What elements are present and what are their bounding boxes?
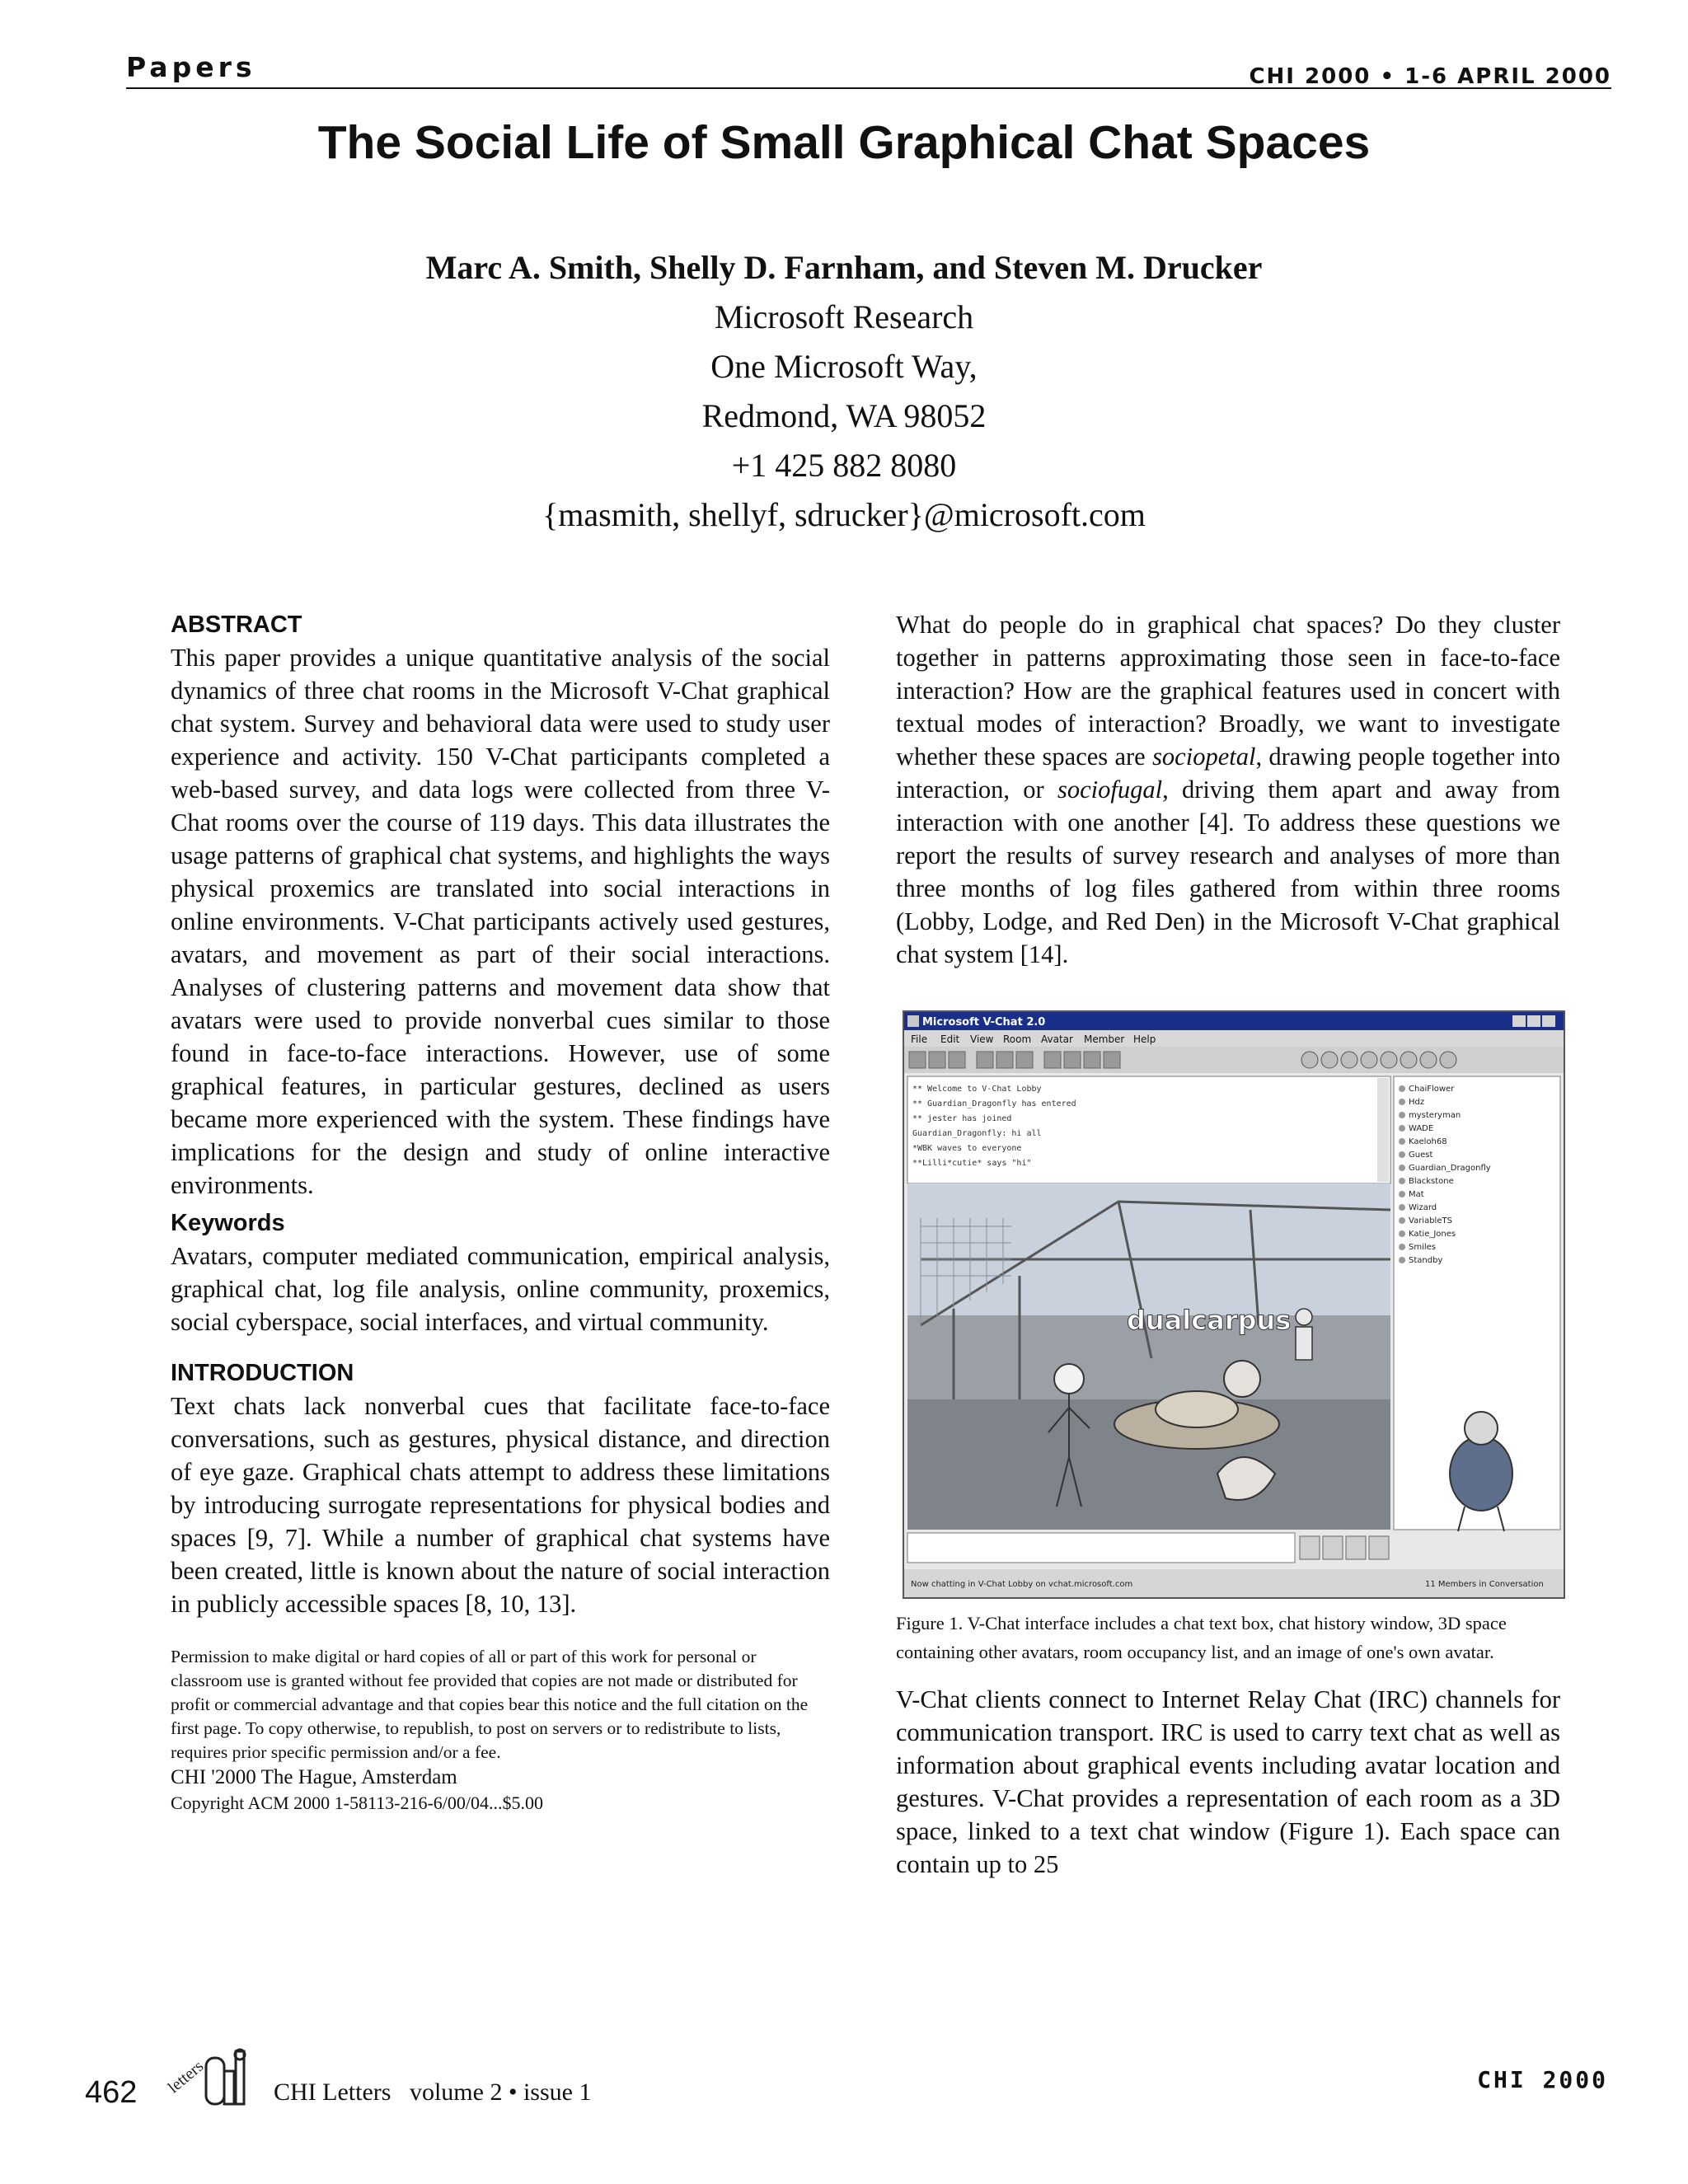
members-count-label: 11 Members in Conversation bbox=[1425, 1580, 1544, 1589]
window-title: Microsoft V-Chat 2.0 bbox=[922, 1016, 1046, 1029]
footer-conference-mark: CHI 2000 bbox=[1477, 2066, 1608, 2093]
introduction-text: Text chats lack nonverbal cues that facilitate face-to-face conversations, such as gestures, physical distance, and direction of eye gaze. Graphical chats attempt to address these limitations by introducing surrogate representations for physical bodies and spaces [9, 7]. While a number of graphical chat systems have been created, little is known about the nature of social interaction in publicly accessible spaces [8, 10, 13]. bbox=[171, 1392, 830, 1618]
menu-edit: Edit bbox=[940, 1033, 960, 1045]
running-head-section: Papers bbox=[126, 51, 256, 83]
vchat-window-illustration bbox=[904, 1012, 1564, 1597]
window-controls bbox=[1512, 1015, 1555, 1027]
svg-text:letters: letters bbox=[164, 2057, 208, 2097]
left-column bbox=[171, 608, 830, 1816]
menu-file: File bbox=[911, 1033, 928, 1045]
figure-caption: Figure 1. V-Chat interface includes a chat text box, chat history window, 3D space containing other avatars, room occupancy list, and an image of one's own avatar. bbox=[896, 1613, 1507, 1662]
maximize-icon bbox=[1527, 1015, 1540, 1027]
author-block bbox=[0, 243, 1688, 540]
term-sociofugal: sociofugal bbox=[1057, 776, 1163, 804]
app-icon bbox=[907, 1015, 919, 1027]
menu-member: Member bbox=[1084, 1033, 1125, 1045]
scene-sign-text: dualcarpus bbox=[1127, 1305, 1292, 1336]
paper-title: The Social Life of Small Graphical Chat Spaces bbox=[317, 116, 1371, 169]
menu-room: Room bbox=[1003, 1033, 1032, 1045]
member-item: Mat bbox=[1409, 1190, 1424, 1199]
introduction-heading: INTRODUCTION bbox=[171, 1360, 354, 1386]
abstract-text: This paper provides a unique quantitative analysis of the social dynamics of three chat rooms in the Microsoft V-Chat graphical chat system. Survey and behavioral data were used to study user experience and activity. 150 V-Chat participants completed a web-based survey, and data logs were collected from three V-Chat rooms over the course of 119 days. This data illustrates the usage patterns of graphical chat systems, and highlights the ways physical proxemics are translated into social interactions in online environments. V-Chat participants actively used gestures, avatars, and movement as part of their social interactions. Analyses of clustering patterns and movement data show that avatars were used to provide nonverbal cues similar to those found in face-to-face interactions. However, use of some graphical features, in particular gestures, declined as users became more experienced with the system. These findings have implications for the design and study of online interactive environments. bbox=[171, 644, 830, 1199]
member-item: Guest bbox=[1409, 1151, 1433, 1160]
term-sociopetal: sociopetal bbox=[1152, 743, 1256, 771]
author-address-line-2: Redmond, WA 98052 bbox=[701, 397, 987, 434]
right-column bbox=[896, 608, 1560, 1881]
copyright-line: Copyright ACM 2000 1-58113-216-6/00/04...$5.00 bbox=[171, 1793, 544, 1813]
chat-line: Guardian_Dragonfly: hi all bbox=[912, 1129, 1042, 1138]
chat-line: ** Guardian_Dragonfly has entered bbox=[912, 1099, 1076, 1108]
member-item: Blackstone bbox=[1409, 1177, 1454, 1186]
chat-line: ** Welcome to V-Chat Lobby bbox=[912, 1085, 1042, 1094]
author-email: {masmith, shellyf, sdrucker}@microsoft.com bbox=[542, 496, 1146, 533]
intro-continued-paragraph: What do people do in graphical chat spaces? Do they cluster together in patterns approximating those seen in face-to-face interaction? How are the graphical features used in concert with textual modes of interaction? Broadly, we want to investigate whether these spaces are sociopetal, drawing people together into interaction, or sociofugal, driving them apart and away from interaction with one another [4]. To address these questions we report the results of survey research and analyses of more than three months of log files gathered from within three rooms (Lobby, Lodge, and Red Den) in the Microsoft V-Chat graphical chat system [14]. bbox=[896, 611, 1561, 968]
member-item: Standby bbox=[1409, 1256, 1443, 1265]
abstract-heading: ABSTRACT bbox=[171, 612, 302, 638]
member-item: Wizard bbox=[1409, 1203, 1437, 1212]
menu-help: Help bbox=[1133, 1033, 1156, 1045]
close-icon bbox=[1542, 1015, 1555, 1027]
member-item: Smiles bbox=[1409, 1243, 1437, 1252]
header-rule bbox=[126, 87, 1611, 89]
status-text: Now chatting in V-Chat Lobby on vchat.microsoft.com bbox=[911, 1580, 1133, 1589]
menu-view: View bbox=[970, 1033, 994, 1045]
member-item: VariableTS bbox=[1409, 1216, 1452, 1226]
page-number: 462 bbox=[85, 2075, 138, 2110]
chat-text-box bbox=[907, 1533, 1295, 1563]
permission-notice: Permission to make digital or hard copies of all or part of this work for personal or classroom use is granted without fee provided that copies are not made or distributed for profit or commercial advantage and that copies bear this notice and the full citation on the first page. To copy otherwise, to republish, to post on servers or to redistribute to lists, requires prior specific permission and/or a fee. bbox=[171, 1647, 809, 1762]
author-phone: +1 425 882 8080 bbox=[731, 447, 957, 484]
figure-vchat-screenshot bbox=[903, 1010, 1565, 1599]
keywords-heading: Keywords bbox=[171, 1210, 285, 1236]
chi-letters-logo-icon bbox=[163, 2046, 262, 2112]
author-affiliation: Microsoft Research bbox=[714, 298, 974, 335]
author-names: Marc A. Smith, Shelly D. Farnham, and Steven M. Drucker bbox=[425, 249, 1263, 286]
member-item: Katie_Jones bbox=[1409, 1230, 1456, 1239]
vchat-description-paragraph: V-Chat clients connect to Internet Relay Chat (IRC) channels for communication transport. IRC is used to carry text chat as well as information about graphical events including avatar location and gestures. V-Chat provides a representation of each room as a 3D space, linked to a text chat window (Figure 1). Each space can contain up to 25 bbox=[896, 1685, 1560, 1878]
minimize-icon bbox=[1512, 1015, 1526, 1027]
author-address-line-1: One Microsoft Way, bbox=[710, 348, 978, 385]
member-item: ChaiFlower bbox=[1409, 1085, 1455, 1094]
member-item: Guardian_Dragonfly bbox=[1409, 1164, 1491, 1173]
chat-line: ** jester has joined bbox=[912, 1114, 1012, 1123]
member-item: Kaeloh68 bbox=[1409, 1137, 1447, 1146]
avatar-person bbox=[1296, 1309, 1312, 1360]
conference-venue: CHI '2000 The Hague, Amsterdam bbox=[171, 1766, 457, 1788]
chat-line: **Lilli*cutie* says "hi" bbox=[912, 1159, 1032, 1168]
chat-scrollbar bbox=[1377, 1078, 1389, 1182]
menu-avatar: Avatar bbox=[1041, 1033, 1073, 1045]
journal-info: CHI Letters volume 2 • issue 1 bbox=[274, 2079, 592, 2106]
chat-line: *WBK waves to everyone bbox=[912, 1144, 1022, 1153]
chi-letters-logo bbox=[163, 2046, 262, 2116]
input-buttons bbox=[1300, 1536, 1389, 1559]
keywords-text: Avatars, computer mediated communication, empirical analysis, graphical chat, log file analysis, online community, proxemics, social cyberspace, social interfaces, and virtual community. bbox=[171, 1242, 830, 1336]
member-item: WADE bbox=[1409, 1124, 1434, 1133]
member-item: mysteryman bbox=[1409, 1111, 1461, 1120]
running-head-conference: CHI 2000 • 1-6 APRIL 2000 bbox=[1249, 64, 1611, 89]
member-item: Hdz bbox=[1409, 1098, 1425, 1107]
